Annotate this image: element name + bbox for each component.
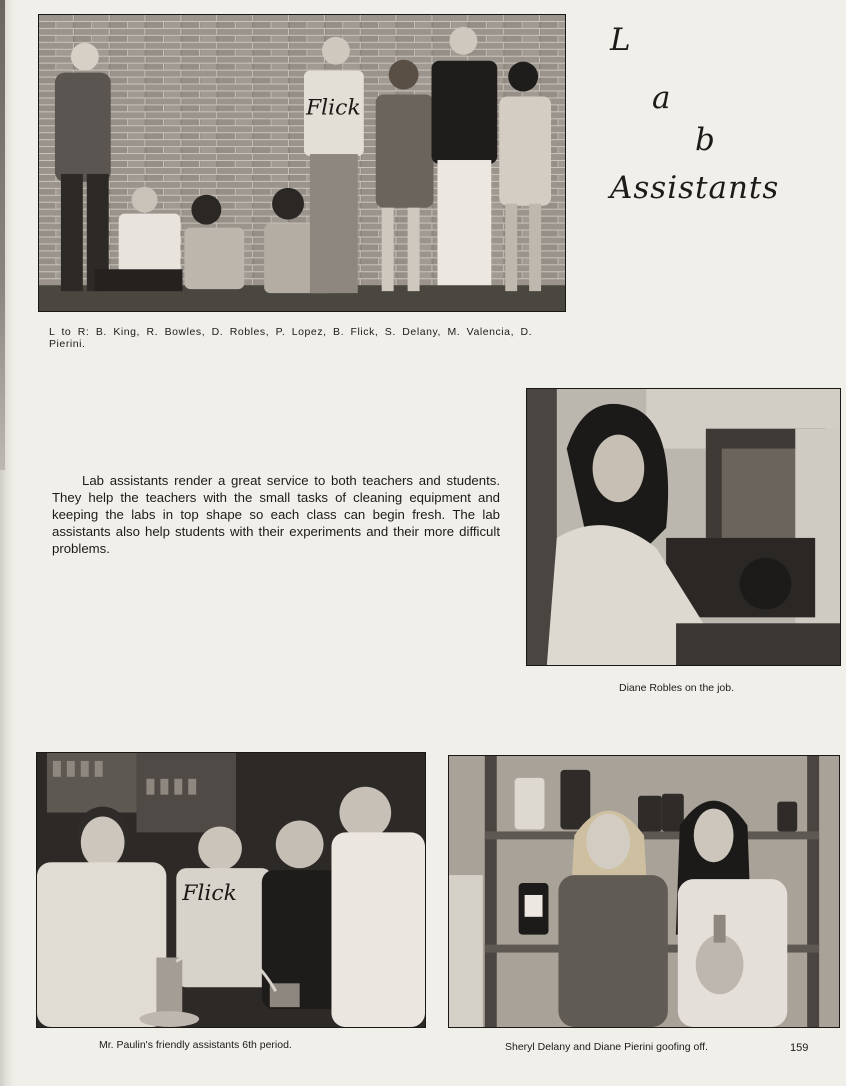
group-photo-image — [39, 15, 565, 311]
diane-photo — [526, 388, 841, 666]
title-letter-l: L — [610, 22, 632, 58]
paulin-photo-image — [37, 753, 425, 1027]
sheryl-photo-caption: Sheryl Delany and Diane Pierini goofing off. — [505, 1041, 708, 1053]
binding-edge — [0, 0, 14, 1086]
group-photo — [38, 14, 566, 312]
paulin-photo-signature: Flick — [182, 880, 237, 906]
adjacent-page-edge — [0, 0, 5, 470]
title-word-assistants: Assistants — [610, 170, 780, 206]
title-letter-b: b — [695, 122, 716, 158]
diane-photo-image — [527, 389, 840, 665]
sheryl-photo-image — [449, 756, 839, 1027]
body-paragraph: Lab assistants render a great service to both teachers and students. They help the teachers with the small tasks of cleaning equipment and keeping the labs in top shape so each class can begin fresh. The lab assistants also help students with their experiments and their more difficult problems. — [52, 473, 500, 556]
diane-photo-caption: Diane Robles on the job. — [619, 682, 734, 694]
group-photo-caption: L to R: B. King, R. Bowles, D. Robles, P. Lopez, B. Flick, S. Delany, M. Valencia, D. Pierini. — [49, 326, 533, 350]
sheryl-photo — [448, 755, 840, 1028]
paulin-photo — [36, 752, 426, 1028]
paulin-photo-caption: Mr. Paulin's friendly assistants 6th period. — [99, 1039, 292, 1051]
title-letter-a: a — [652, 80, 672, 116]
page-number: 159 — [790, 1042, 809, 1054]
group-photo-signature: Flick — [305, 95, 361, 121]
